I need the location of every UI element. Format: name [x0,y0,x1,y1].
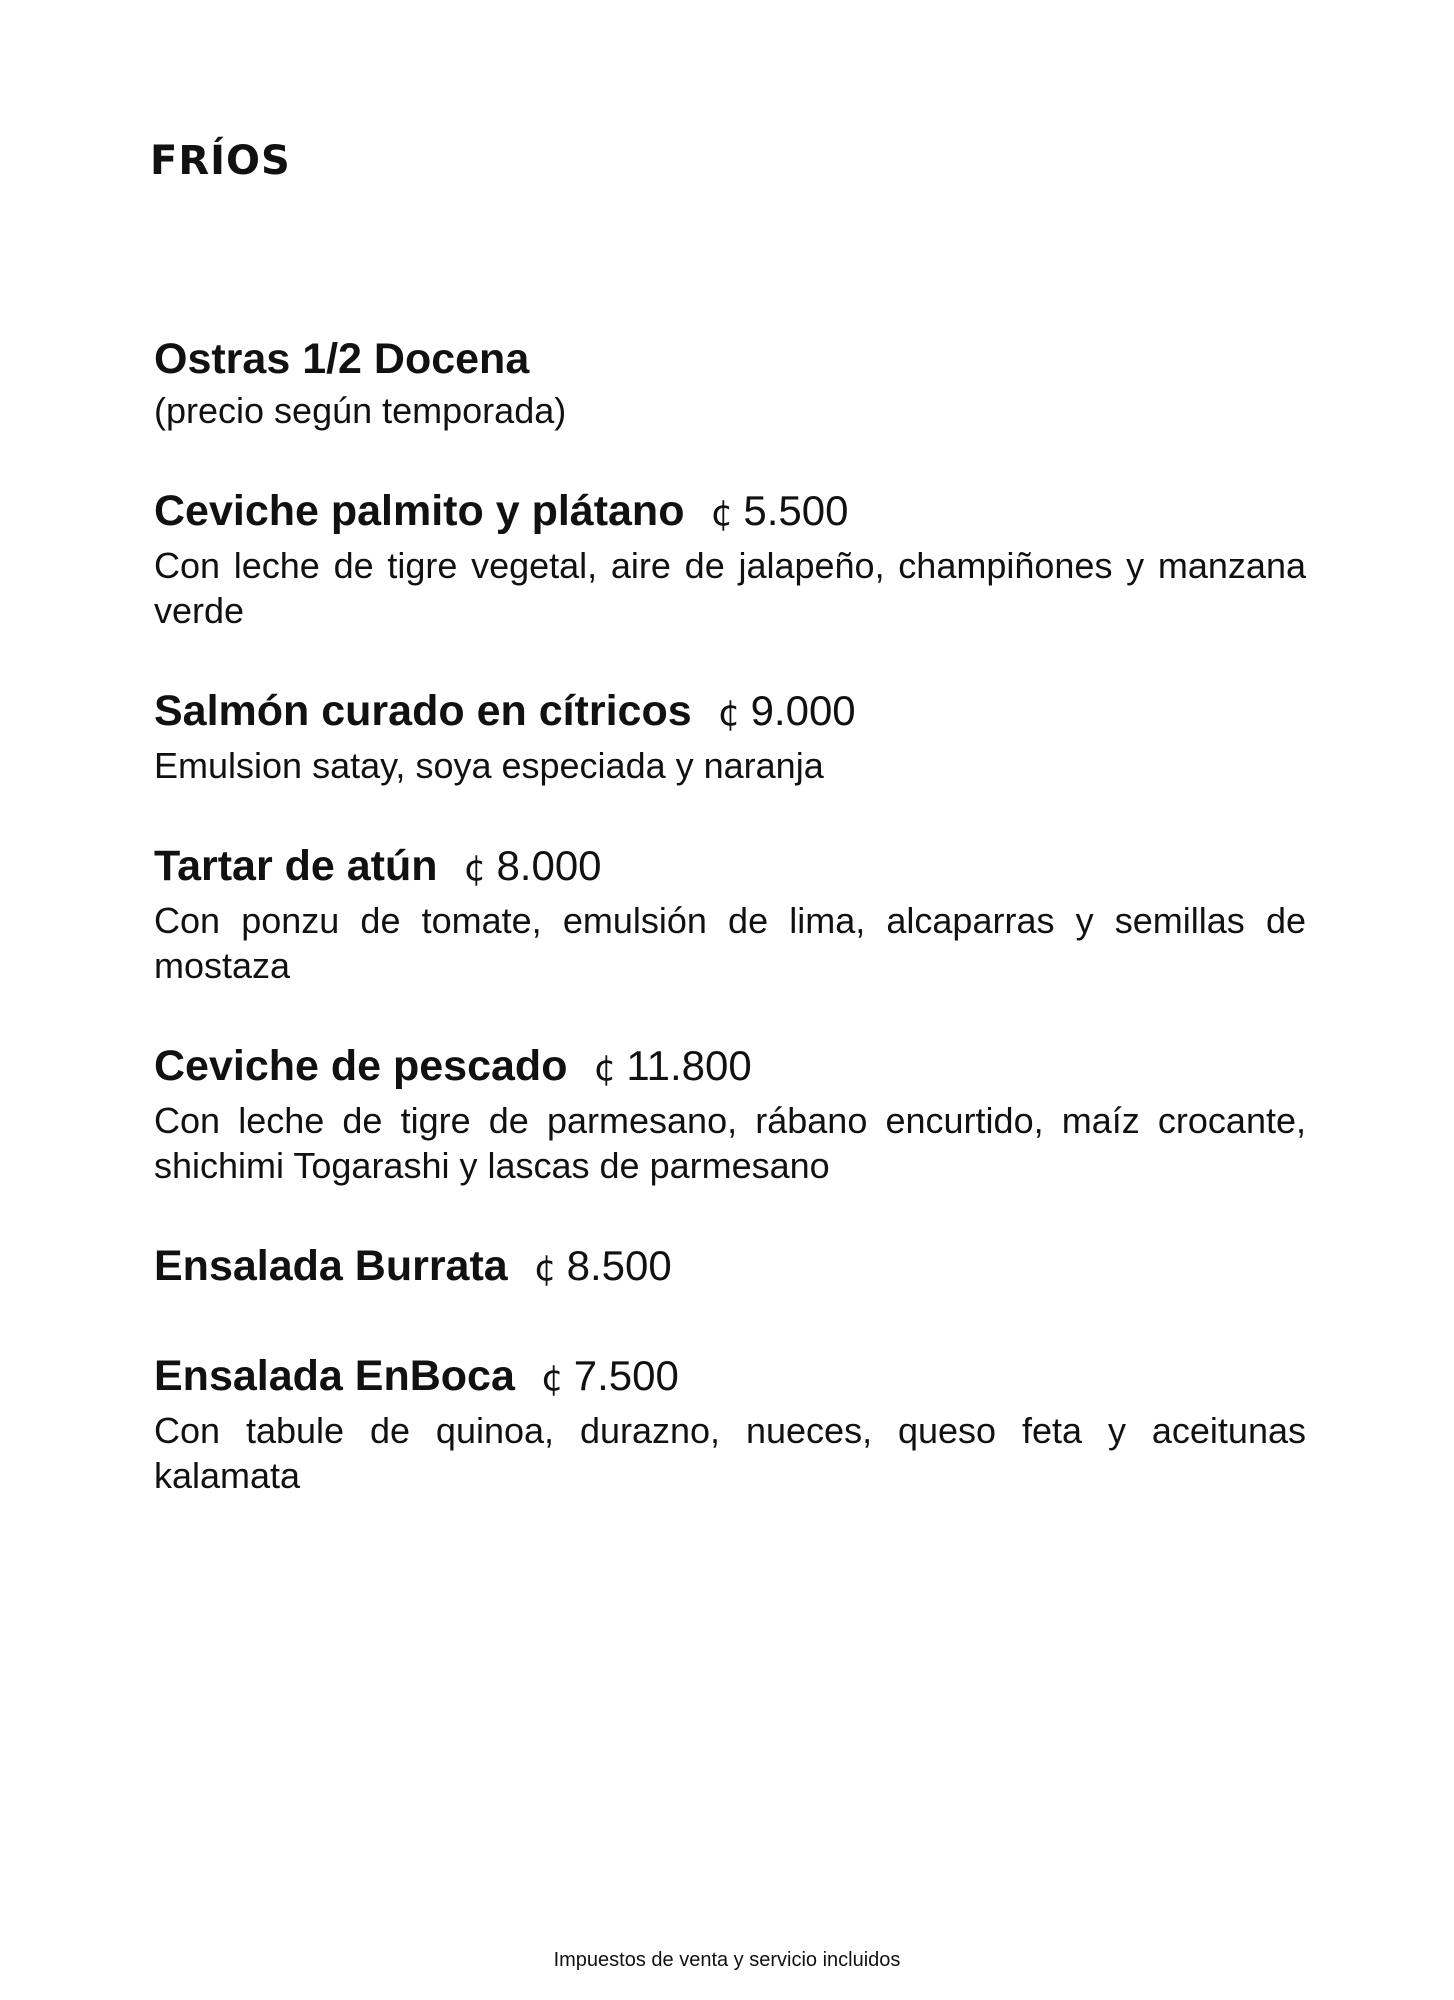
item-header [154,1037,1306,1098]
item-price [718,682,856,743]
item-price [541,1347,679,1408]
price-value: 5.500 [743,487,849,534]
price-value: 11.800 [626,1042,752,1089]
section-title: FRÍOS [150,138,291,184]
item-price [534,1237,672,1298]
item-header [154,837,1306,898]
price-value: 9.000 [750,687,856,734]
item-description: Con leche de tigre vegetal, aire de jalapeño, champiñones y manzana verde [154,545,1306,631]
menu-item-salmon [154,682,1306,788]
menu-item-ensalada-burrata [154,1237,1306,1298]
item-name: Ensalada EnBoca [154,1352,515,1400]
currency-symbol: ¢ [540,1358,564,1399]
menu-list [154,330,1306,1547]
item-description: Con leche de tigre de parmesano, rábano encurtido, maíz crocante, shichimi Togarashi y lascas de parmesano [154,1100,1306,1186]
item-description: Con tabule de quinoa, durazno, nueces, queso feta y aceitunas kalamata [154,1410,1306,1496]
item-name: Tartar de atún [154,842,438,890]
price-value: 8.000 [496,842,602,889]
menu-item-ceviche-palmito [154,482,1306,633]
item-name: Ensalada Burrata [154,1242,508,1290]
item-header [154,482,1306,543]
item-header [154,330,1306,388]
menu-item-ostras [154,330,1306,433]
currency-symbol: ¢ [717,693,741,734]
currency-symbol: ¢ [710,493,734,534]
currency-symbol: ¢ [533,1248,557,1289]
item-name: Ceviche palmito y plátano [154,487,685,535]
item-name: Ceviche de pescado [154,1042,568,1090]
currency-symbol: ¢ [593,1048,617,1089]
item-price [464,837,602,898]
item-price [593,1037,751,1098]
menu-item-ceviche-pescado [154,1037,1306,1188]
price-value: 7.500 [573,1352,679,1399]
item-name: Ostras 1/2 Docena [154,335,530,383]
menu-item-tartar [154,837,1306,988]
menu-item-ensalada-enboca [154,1347,1306,1498]
item-description: (precio según temporada) [154,390,567,431]
item-description: Con ponzu de tomate, emulsión de lima, alcaparras y semillas de mostaza [154,900,1306,986]
item-price [710,482,848,543]
currency-symbol: ¢ [463,848,487,889]
price-value: 8.500 [566,1242,672,1289]
footer-note: Impuestos de venta y servicio incluidos [553,1949,901,1971]
item-header [154,1237,1306,1298]
item-name: Salmón curado en cítricos [154,687,692,735]
item-header [154,682,1306,743]
item-header [154,1347,1306,1408]
item-description: Emulsion satay, soya especiada y naranja [154,745,824,786]
